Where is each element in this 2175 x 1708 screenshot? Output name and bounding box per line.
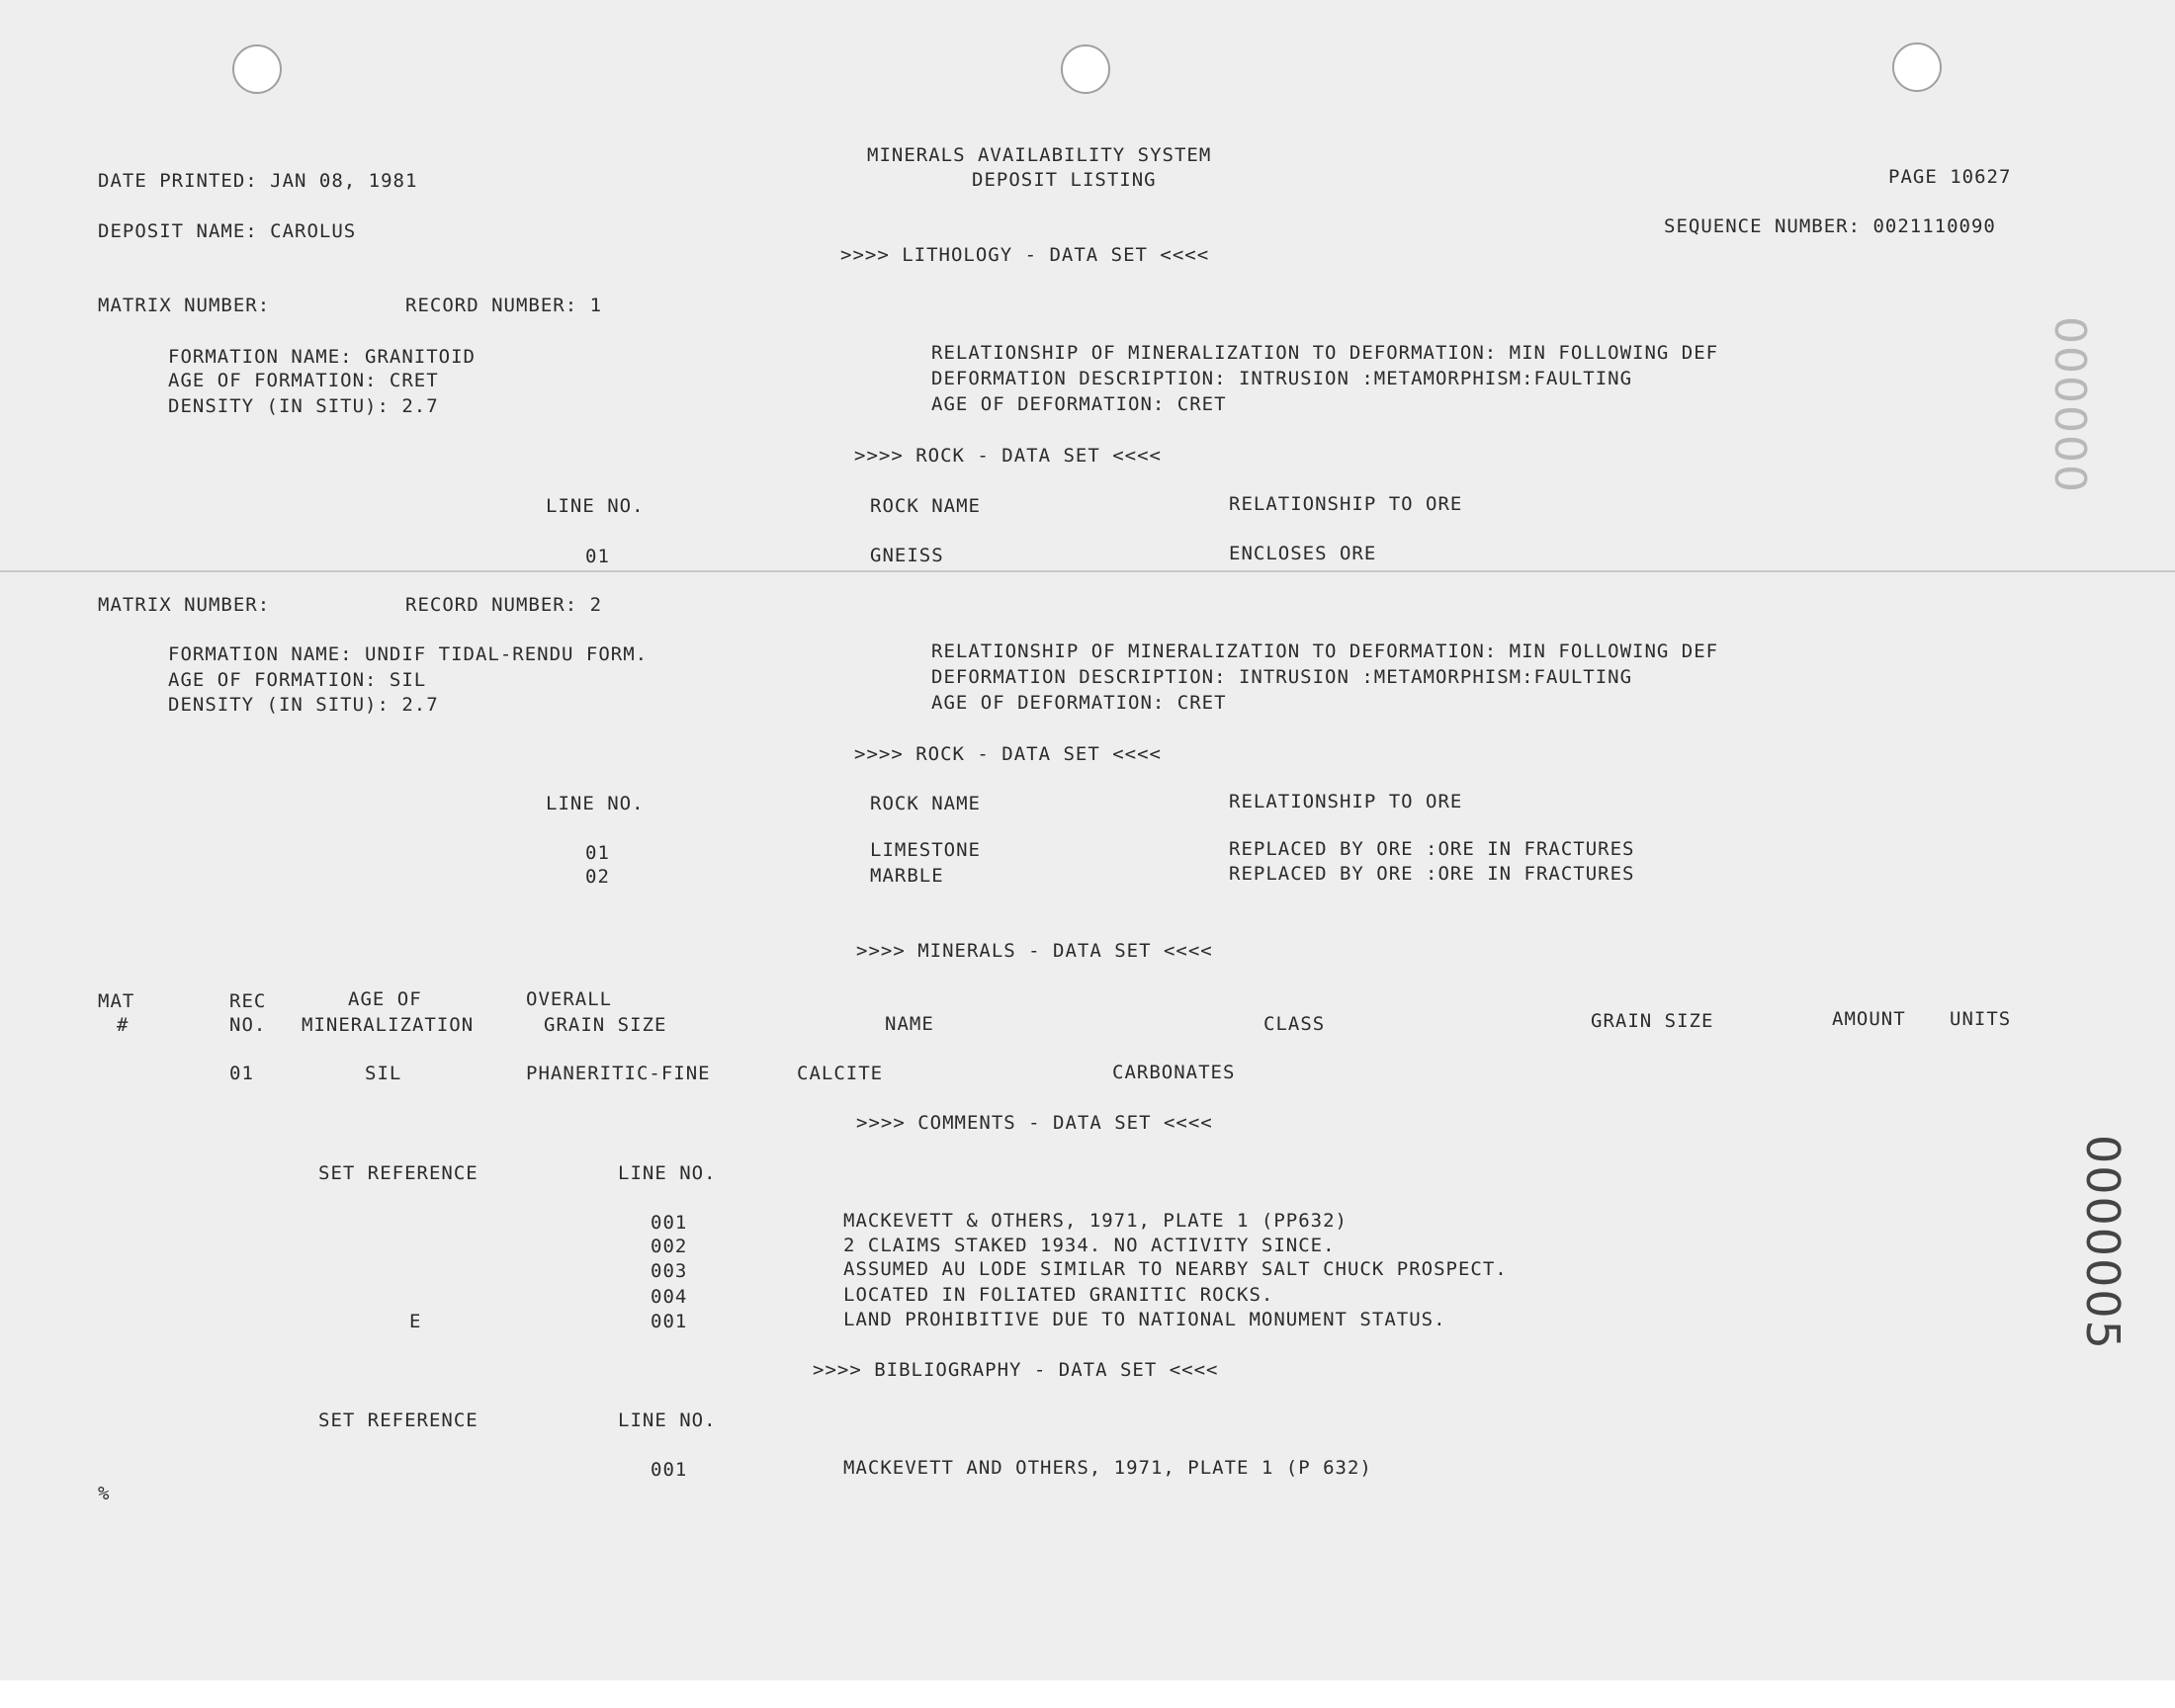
footer-mark: %	[98, 1483, 111, 1504]
comments-heading: >>>> COMMENTS - DATA SET <<<<	[856, 1112, 1213, 1134]
rock-relationship: REPLACED BY ORE :ORE IN FRACTURES	[1229, 838, 1635, 860]
rock-line-no: 01	[585, 546, 610, 567]
bibliography-col-line-no: LINE NO.	[618, 1409, 717, 1431]
rock-col-rock-name: ROCK NAME	[870, 793, 981, 814]
mineralization-relationship: RELATIONSHIP OF MINERALIZATION TO DEFORMATION: MIN FOLLOWING DEF	[931, 640, 1719, 662]
record-number: RECORD NUMBER: 2	[405, 594, 603, 616]
rock-heading: >>>> ROCK - DATA SET <<<<	[854, 743, 1162, 765]
comment-text: ASSUMED AU LODE SIMILAR TO NEARBY SALT CHUCK PROSPECT.	[843, 1258, 1508, 1280]
comments-col-set-reference: SET REFERENCE	[318, 1162, 478, 1184]
minerals-col-class: CLASS	[1263, 1013, 1326, 1035]
comment-line-no: 004	[651, 1286, 688, 1308]
rock-name: MARBLE	[870, 865, 944, 887]
age-of-deformation: AGE OF DEFORMATION: CRET	[931, 393, 1227, 415]
density: DENSITY (IN SITU): 2.7	[168, 395, 439, 417]
comment-line-no: 001	[651, 1212, 688, 1234]
system-title: MINERALS AVAILABILITY SYSTEM	[867, 144, 1212, 166]
margin-stamp-faint: 000000	[2044, 316, 2095, 494]
sequence-number: SEQUENCE NUMBER: 0021110090	[1664, 215, 1996, 237]
rock-line-no: 01	[585, 842, 610, 864]
date-printed: DATE PRINTED: JAN 08, 1981	[98, 170, 418, 192]
comment-line-no: 002	[651, 1236, 688, 1257]
comment-set-reference: E	[409, 1311, 422, 1332]
minerals-col-amount: AMOUNT	[1832, 1008, 1906, 1030]
rock-heading: >>>> ROCK - DATA SET <<<<	[854, 445, 1162, 467]
formation-name: FORMATION NAME: GRANITOID	[168, 346, 476, 368]
age-of-formation: AGE OF FORMATION: SIL	[168, 669, 427, 691]
mineral-age: SIL	[365, 1063, 402, 1084]
rock-col-line-no: LINE NO.	[546, 793, 645, 814]
punch-hole-left	[232, 44, 282, 94]
mineral-grain: PHANERITIC-FINE	[526, 1063, 711, 1084]
age-of-deformation: AGE OF DEFORMATION: CRET	[931, 692, 1227, 714]
mineral-class: CARBONATES	[1112, 1062, 1236, 1083]
rock-col-relationship: RELATIONSHIP TO ORE	[1229, 493, 1463, 515]
comments-col-line-no: LINE NO.	[618, 1162, 717, 1184]
margin-stamp: 0000005	[2076, 1135, 2130, 1351]
rock-relationship: ENCLOSES ORE	[1229, 543, 1377, 564]
punch-hole-right	[1892, 43, 1942, 92]
fold-line	[0, 570, 2175, 572]
minerals-col-rec: REC	[229, 990, 267, 1012]
density: DENSITY (IN SITU): 2.7	[168, 694, 439, 716]
mineral-name: CALCITE	[797, 1063, 884, 1084]
minerals-col-units: UNITS	[1950, 1008, 2012, 1030]
minerals-col-overall-grain: GRAIN SIZE	[544, 1014, 667, 1036]
minerals-heading: >>>> MINERALS - DATA SET <<<<	[856, 940, 1213, 962]
punch-hole-center	[1061, 44, 1110, 94]
rock-name: LIMESTONE	[870, 839, 981, 861]
bibliography-heading: >>>> BIBLIOGRAPHY - DATA SET <<<<	[813, 1359, 1219, 1381]
matrix-number-label: MATRIX NUMBER:	[98, 295, 271, 316]
minerals-col-name: NAME	[885, 1013, 934, 1035]
deformation-description: DEFORMATION DESCRIPTION: INTRUSION :METAMORPHISM:FAULTING	[931, 368, 1633, 389]
comment-text: 2 CLAIMS STAKED 1934. NO ACTIVITY SINCE.	[843, 1235, 1336, 1256]
bibliography-text: MACKEVETT AND OTHERS, 1971, PLATE 1 (P 632)	[843, 1457, 1372, 1479]
minerals-col-overall-grain: OVERALL	[526, 988, 613, 1010]
minerals-col-age: AGE OF	[348, 988, 422, 1010]
deposit-name: DEPOSIT NAME: CAROLUS	[98, 220, 357, 242]
rock-name: GNEISS	[870, 545, 944, 566]
page-number: PAGE 10627	[1888, 166, 2012, 188]
minerals-col-mat: MAT	[98, 990, 135, 1012]
rock-relationship: REPLACED BY ORE :ORE IN FRACTURES	[1229, 863, 1635, 885]
mineralization-relationship: RELATIONSHIP OF MINERALIZATION TO DEFORMATION: MIN FOLLOWING DEF	[931, 342, 1719, 364]
mineral-rec-no: 01	[229, 1063, 254, 1084]
matrix-number-label: MATRIX NUMBER:	[98, 594, 271, 616]
comment-line-no: 003	[651, 1260, 688, 1282]
minerals-col-rec: NO.	[229, 1014, 267, 1036]
listing-title: DEPOSIT LISTING	[972, 169, 1157, 191]
formation-name: FORMATION NAME: UNDIF TIDAL-RENDU FORM.	[168, 643, 649, 665]
minerals-col-mat: #	[117, 1014, 130, 1036]
deformation-description: DEFORMATION DESCRIPTION: INTRUSION :METAMORPHISM:FAULTING	[931, 666, 1633, 688]
lithology-heading: >>>> LITHOLOGY - DATA SET <<<<	[840, 244, 1210, 266]
minerals-col-age: MINERALIZATION	[302, 1014, 475, 1036]
record-number: RECORD NUMBER: 1	[405, 295, 603, 316]
minerals-col-grain-size: GRAIN SIZE	[1591, 1010, 1714, 1032]
bibliography-line-no: 001	[651, 1459, 688, 1481]
rock-col-relationship: RELATIONSHIP TO ORE	[1229, 791, 1463, 812]
rock-col-line-no: LINE NO.	[546, 495, 645, 517]
comment-text: MACKEVETT & OTHERS, 1971, PLATE 1 (PP632)	[843, 1210, 1348, 1232]
comment-line-no: 001	[651, 1311, 688, 1332]
comment-text: LOCATED IN FOLIATED GRANITIC ROCKS.	[843, 1284, 1274, 1306]
bibliography-col-set-reference: SET REFERENCE	[318, 1409, 478, 1431]
age-of-formation: AGE OF FORMATION: CRET	[168, 370, 439, 391]
comment-text: LAND PROHIBITIVE DUE TO NATIONAL MONUMENT STATUS.	[843, 1309, 1446, 1330]
rock-col-rock-name: ROCK NAME	[870, 495, 981, 517]
rock-line-no: 02	[585, 866, 610, 888]
